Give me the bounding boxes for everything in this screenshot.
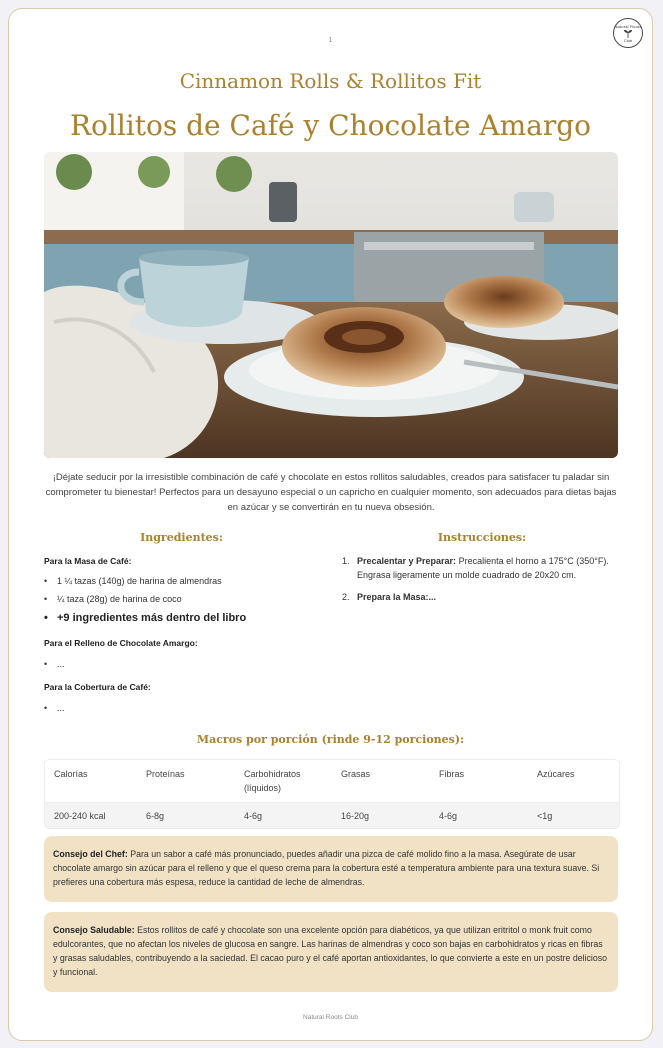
step-title: Precalentar y Preparar: — [357, 556, 457, 566]
page-footer: Natural Roots Club — [303, 1014, 358, 1021]
instruction-step — [342, 554, 622, 582]
table-header-cell: Azúcares — [537, 769, 575, 779]
ingredients-heading: Ingredientes: — [140, 531, 223, 544]
recipe-intro: ¡Déjate seducir por la irresistible combinación de café y chocolate en estos rollitos saludables, creados para satisfacer tu paladar sin comprometer tu bienestar! Perfectos para un desayuno especial o un capricho en cualquier momento, son adecuados para dietas bajas en azúcar y se convertirán en tu nueva obsesión. — [45, 472, 617, 513]
leaf-icon — [623, 29, 633, 38]
ingredient-list — [44, 659, 65, 669]
list-item: • ¼ taza (28g) de harina de coco — [44, 594, 246, 612]
step-title: Prepara la Masa:... — [357, 592, 437, 602]
step-number: 1. — [342, 556, 350, 566]
step-text: Precalienta el horno a 175°C (350°F). Engrasa ligeramente un molde cuadrado de 20x20 cm. — [357, 556, 609, 580]
table-cell: 4-6g — [244, 811, 263, 821]
cinnamon-roll-photo-icon — [44, 152, 618, 458]
table-header-cell: Carbohidratos (líquidos) — [244, 769, 301, 793]
page-number: 1 — [328, 37, 333, 44]
table-row — [45, 802, 619, 829]
logo-bottom-text: Club — [623, 37, 633, 43]
tip-label: Consejo Saludable: — [53, 925, 135, 935]
list-item: • +9 ingredientes más dentro del libro — [44, 612, 246, 630]
instructions-heading: Instrucciones: — [437, 531, 527, 544]
macros-heading: Macros por porción (rinde 9-12 porciones): — [196, 733, 465, 746]
ingredient-section-title: Para la Cobertura de Café: — [44, 682, 151, 692]
recipe-page — [8, 8, 653, 1041]
recipe-subtitle: Cinnamon Rolls & Rollitos Fit — [179, 69, 482, 93]
list-item: • 1 ¼ tazas (140g) de harina de almendras — [44, 576, 246, 594]
recipe-title: Rollitos de Café y Chocolate Amargo — [69, 109, 592, 142]
hero-image — [44, 152, 618, 458]
step-number: 2. — [342, 592, 350, 602]
list-item: • ... — [44, 703, 65, 713]
ingredient-section-title: Para el Relleno de Chocolate Amargo: — [44, 638, 198, 648]
table-header-cell: Grasas — [341, 769, 371, 779]
table-header-cell: Proteínas — [146, 769, 185, 779]
table-cell: 200-240 kcal — [54, 811, 106, 821]
table-header-row — [45, 760, 619, 802]
macros-table — [44, 759, 620, 829]
tip-text: Para un sabor a café más pronunciado, puedes añadir una pizca de café molido fino a la masa. Asegúrate de usar chocolate amargo sin azúcar para el relleno y que el queso crema para la cobertura esté a temperatura ambiente para una textura suave. Si prefieres una cobertura más espesa, reduce la cantidad de leche de almendras. — [53, 849, 600, 887]
list-item: • ... — [44, 659, 65, 669]
tip-label: Consejo del Chef: — [53, 849, 128, 859]
ingredient-list — [44, 576, 246, 630]
table-cell: 4-6g — [439, 811, 458, 821]
ingredient-list — [44, 703, 65, 713]
table-cell: 6-8g — [146, 811, 165, 821]
table-header-cell: Fibras — [439, 769, 465, 779]
table-cell: 16-20g — [341, 811, 370, 821]
table-cell: <1g — [537, 811, 553, 821]
table-header-cell: Calorías — [54, 769, 88, 779]
instruction-list — [342, 554, 622, 612]
chef-tip-box — [44, 836, 618, 902]
instruction-step — [342, 590, 622, 604]
brand-logo — [613, 18, 643, 48]
logo-top-text: Natural Roots — [614, 23, 642, 29]
tip-text: Estos rollitos de café y chocolate son una excelente opción para diabéticos, ya que utilizan eritritol o monk fruit como edulcorantes, que no afectan los niveles de glucosa en sangre. Las harinas de almendras y coco son bajas en carbohidratos y ricas en fibras y grasas saludables, contribuyendo a la saciedad. El cacao puro y el café aportan antioxidantes, lo que convierte a este en un postre delicioso y funcional. — [53, 925, 608, 977]
health-tip-box — [44, 912, 618, 992]
ingredient-section-title: Para la Masa de Café: — [44, 556, 132, 566]
